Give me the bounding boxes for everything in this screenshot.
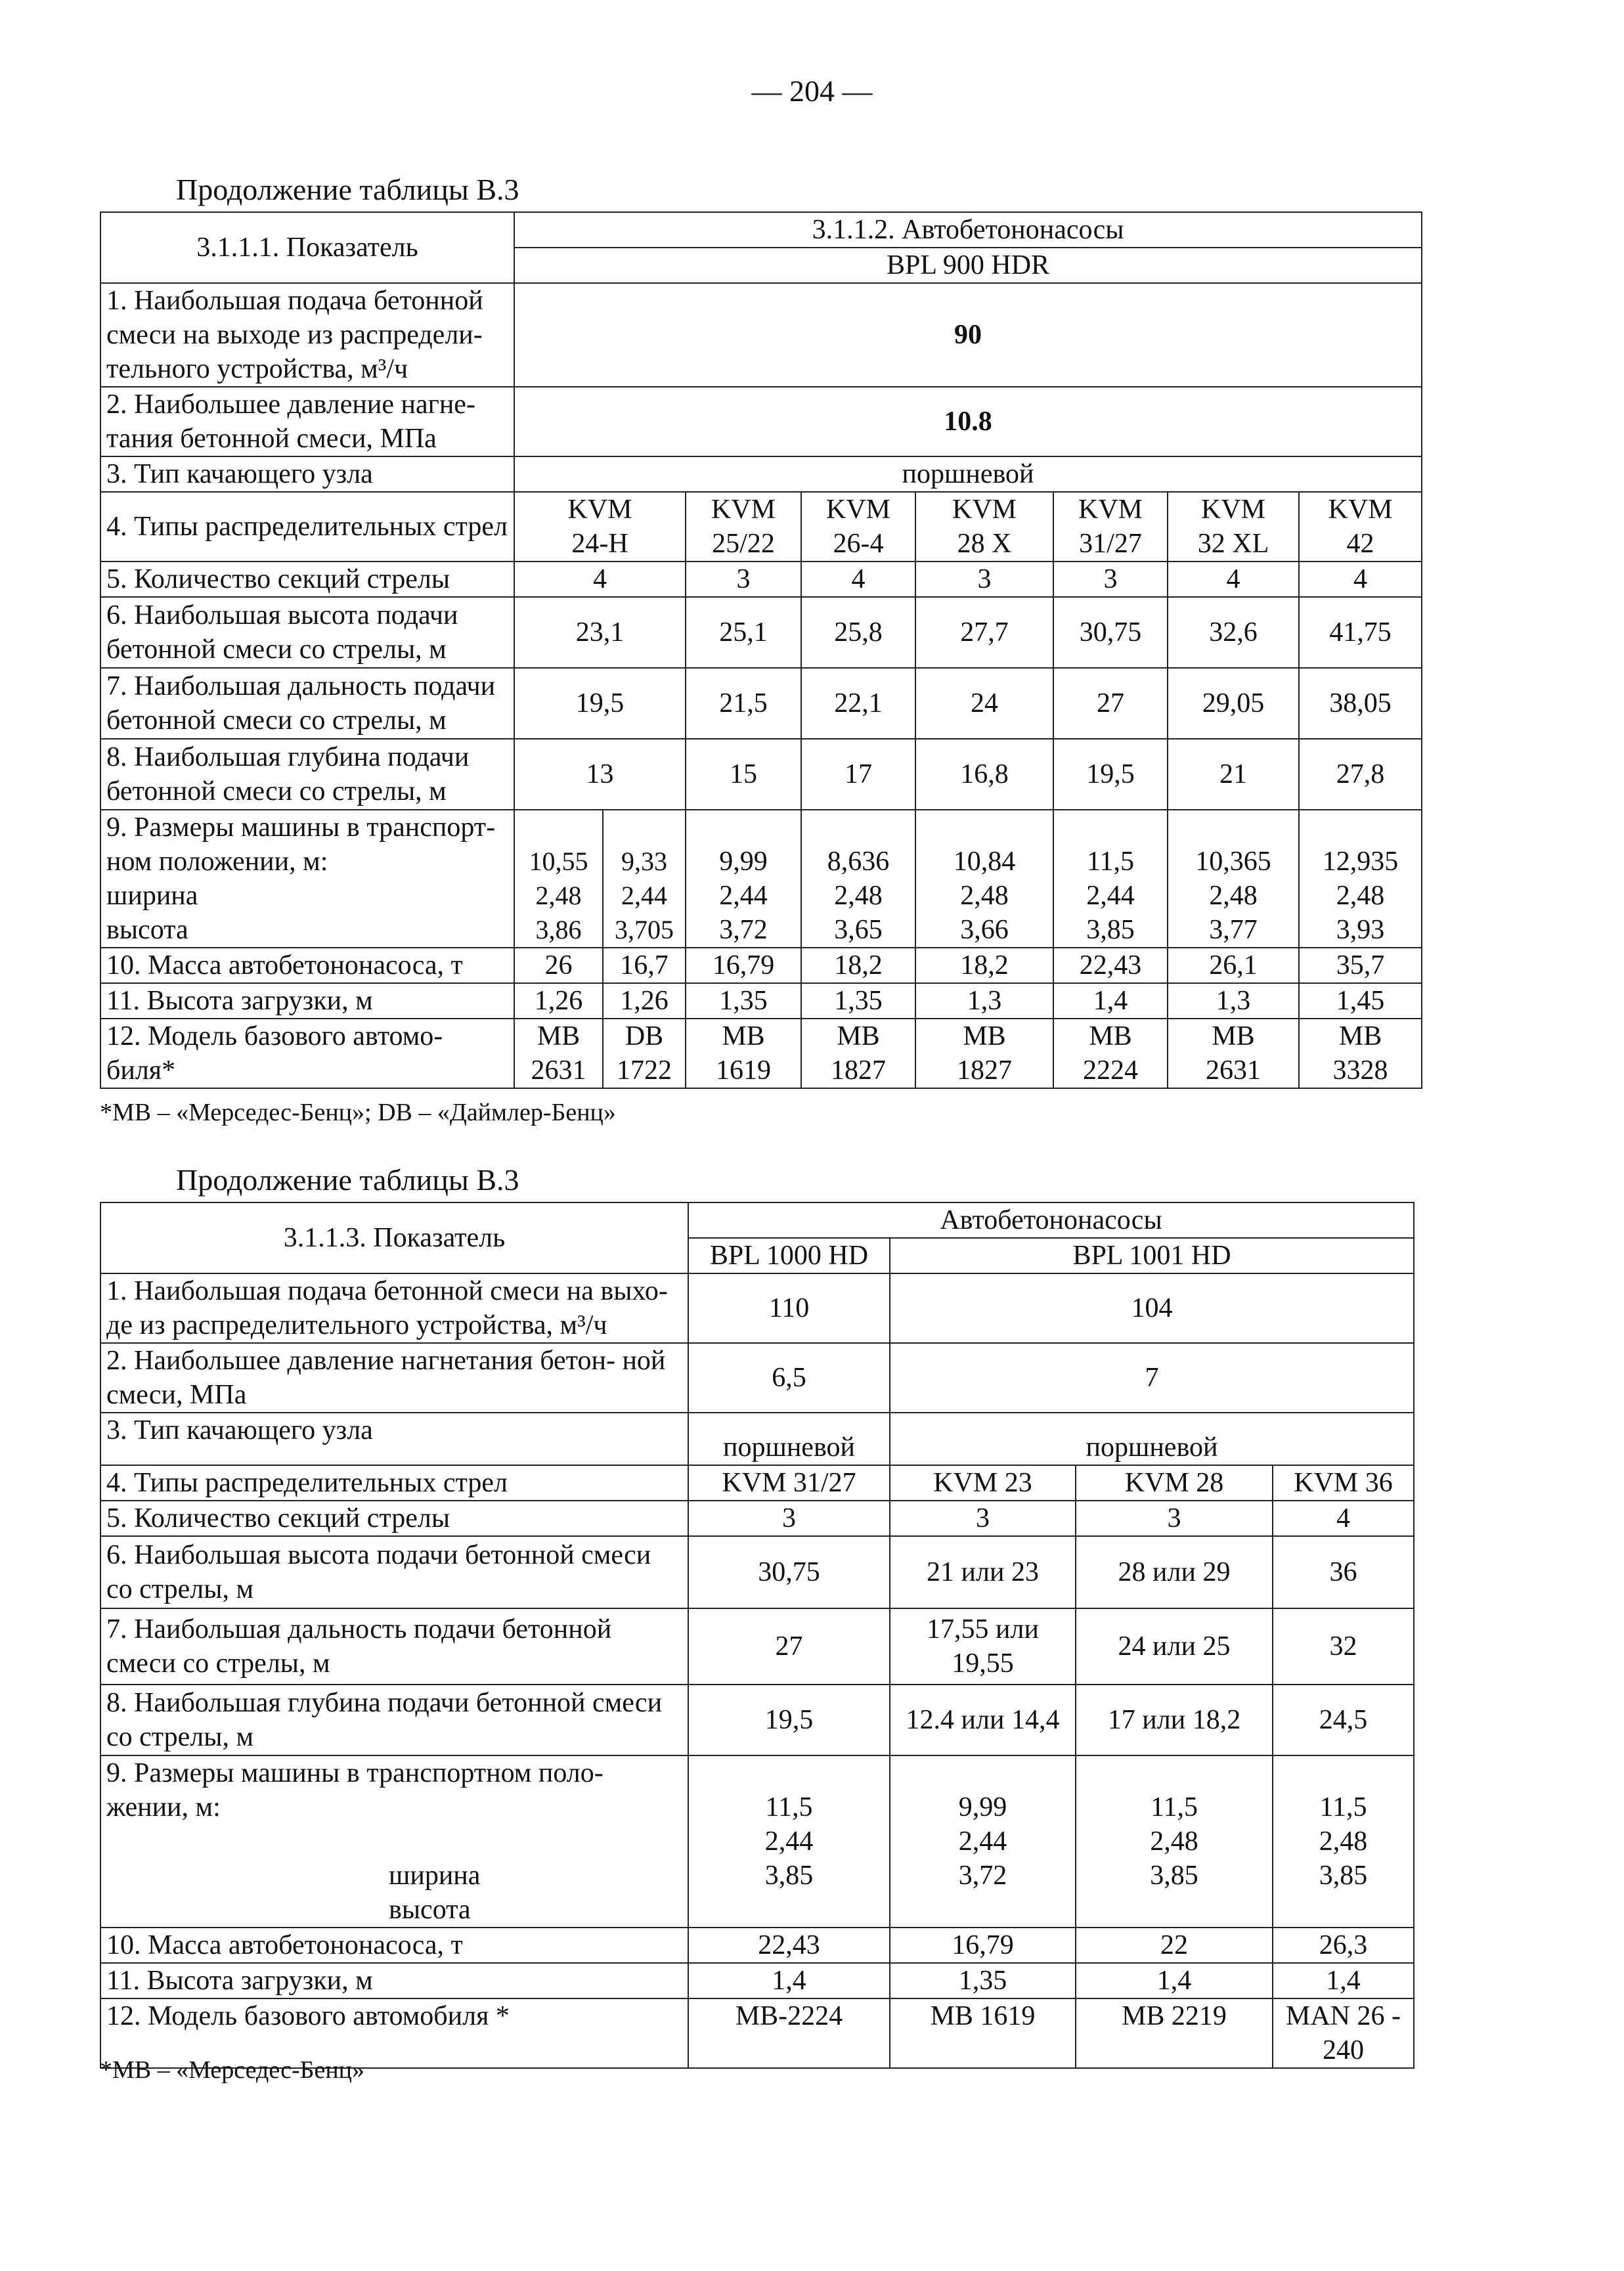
table1-dims-cell: 10,84 2,48 3,66 bbox=[915, 810, 1053, 948]
table2-header-group: Автобетононасосы bbox=[688, 1202, 1414, 1238]
table2-cell: 28 или 29 bbox=[1076, 1536, 1273, 1608]
table1-cell: 25,8 bbox=[801, 597, 915, 668]
page-number: — 204 — bbox=[751, 74, 873, 108]
table2-header-indicator: 3.1.1.3. Показатель bbox=[100, 1202, 688, 1273]
table2-cell: 3 bbox=[890, 1501, 1076, 1536]
table2-header-model-b: BPL 1001 HD bbox=[890, 1238, 1414, 1273]
table1-boom-cell: KVM 32 XL bbox=[1168, 492, 1299, 562]
table2-cell: 24 или 25 bbox=[1076, 1608, 1273, 1685]
table1-cell: 4 bbox=[1299, 562, 1422, 597]
table1-cell: 1,26 bbox=[514, 983, 603, 1019]
table2-row1-label: 1. Наибольшая подача бетонной смеси на выхо- де из распределительного устройства, м³/ч bbox=[100, 1273, 688, 1343]
table2-row4-label: 4. Типы распределительных стрел bbox=[100, 1465, 688, 1501]
table2-cell: 27 bbox=[688, 1608, 890, 1685]
table1-boom-cell: KVM 26-4 bbox=[801, 492, 915, 562]
table1-cell: 4 bbox=[801, 562, 915, 597]
table1-dims-cell: 10,55 2,48 3,86 bbox=[514, 810, 603, 948]
table2-cell: 30,75 bbox=[688, 1536, 890, 1608]
table1-dims-cell: 12,935 2,48 3,93 bbox=[1299, 810, 1422, 948]
table1-cell: 13 bbox=[514, 739, 686, 810]
table2-cell: MB-2224 bbox=[688, 1998, 890, 2068]
table2-cell: MAN 26 - 240 bbox=[1273, 1998, 1414, 2068]
table1-row9-label: 9. Размеры машины в транспорт- ном положении, м: ширина высота bbox=[100, 810, 514, 948]
table1-cell: 35,7 bbox=[1299, 948, 1422, 983]
table1-cell: 18,2 bbox=[915, 948, 1053, 983]
table1-cell: 22,43 bbox=[1053, 948, 1168, 983]
table1-cell: 21,5 bbox=[686, 668, 801, 739]
table2-cell: 16,79 bbox=[890, 1928, 1076, 1963]
table1-footnote: *MB – «Мерседес-Бенц»; DB – «Даймлер-Бенц» bbox=[100, 1099, 616, 1126]
table2-cell: KVM 23 bbox=[890, 1465, 1076, 1501]
table1-cell: 30,75 bbox=[1053, 597, 1168, 668]
table1-row2-value: 10.8 bbox=[514, 387, 1422, 456]
table1-boom-cell: KVM 31/27 bbox=[1053, 492, 1168, 562]
table1-row8-label: 8. Наибольшая глубина подачи бетонной смеси со стрелы, м bbox=[100, 739, 514, 810]
table2-cell: 24,5 bbox=[1273, 1685, 1414, 1755]
table2-row3-label: 3. Тип качающего узла bbox=[100, 1413, 688, 1465]
table1-base-cell: DB 1722 bbox=[603, 1019, 686, 1088]
table1-dims-cell: 9,33 2,44 3,705 bbox=[603, 810, 686, 948]
table2-cell: 21 или 23 bbox=[890, 1536, 1076, 1608]
table2 bbox=[100, 1202, 1415, 2069]
table1-cell: 38,05 bbox=[1299, 668, 1422, 739]
table1-cell: 1,45 bbox=[1299, 983, 1422, 1019]
table2-cell: MB 2219 bbox=[1076, 1998, 1273, 2068]
table1-base-cell: MB 2224 bbox=[1053, 1019, 1168, 1088]
table2-footnote: *MB – «Мерседес-Бенц» bbox=[100, 2056, 365, 2084]
table1-cell: 21 bbox=[1168, 739, 1299, 810]
table1-dims-cell: 11,5 2,44 3,85 bbox=[1053, 810, 1168, 948]
table2-cell: 1,4 bbox=[1076, 1963, 1273, 1998]
table2-row7-label: 7. Наибольшая дальность подачи бетонной смеси со стрелы, м bbox=[100, 1608, 688, 1685]
table2-row9-label: 9. Размеры машины в транспортном поло- жении, м: ширина высота bbox=[100, 1755, 688, 1928]
table2-cell: 1,35 bbox=[890, 1963, 1076, 1998]
table1-boom-cell: KVM 28 X bbox=[915, 492, 1053, 562]
table1-row5-label: 5. Количество секций стрелы bbox=[100, 562, 514, 597]
table1-cell: 25,1 bbox=[686, 597, 801, 668]
table1-cell: 19,5 bbox=[1053, 739, 1168, 810]
table1-cell: 32,6 bbox=[1168, 597, 1299, 668]
table1-boom-cell: KVM 25/22 bbox=[686, 492, 801, 562]
table2-cell: 19,5 bbox=[688, 1685, 890, 1755]
table1-row6-label: 6. Наибольшая высота подачи бетонной смеси со стрелы, м bbox=[100, 597, 514, 668]
table2-cell: 17 или 18,2 bbox=[1076, 1685, 1273, 1755]
table1-cell: 27,7 bbox=[915, 597, 1053, 668]
table2-cell: 1,4 bbox=[1273, 1963, 1414, 1998]
table1-row12-label: 12. Модель базового автомо- биля* bbox=[100, 1019, 514, 1088]
table2-cell: 4 bbox=[1273, 1501, 1414, 1536]
table2-cell: 104 bbox=[890, 1273, 1414, 1343]
table1-row2-label: 2. Наибольшее давление нагне- тания бетонной смеси, МПа bbox=[100, 387, 514, 456]
table1-row4-label: 4. Типы распределительных стрел bbox=[100, 492, 514, 562]
table1-cell: 18,2 bbox=[801, 948, 915, 983]
table1-cell: 26,1 bbox=[1168, 948, 1299, 983]
table1-row11-label: 11. Высота загрузки, м bbox=[100, 983, 514, 1019]
table1-row3-value: поршневой bbox=[514, 456, 1422, 492]
table1-cell: 19,5 bbox=[514, 668, 686, 739]
table1-base-cell: MB 1827 bbox=[801, 1019, 915, 1088]
table1-base-cell: MB 2631 bbox=[1168, 1019, 1299, 1088]
table1-cell: 3 bbox=[915, 562, 1053, 597]
table2-cell: MB 1619 bbox=[890, 1998, 1076, 2068]
table1-cell: 24 bbox=[915, 668, 1053, 739]
table1-cell: 41,75 bbox=[1299, 597, 1422, 668]
table1-row1-value: 90 bbox=[514, 283, 1422, 387]
table2-cell: 22,43 bbox=[688, 1928, 890, 1963]
table1-row7-label: 7. Наибольшая дальность подачи бетонной смеси со стрелы, м bbox=[100, 668, 514, 739]
table2-cell: 110 bbox=[688, 1273, 890, 1343]
table2-row12-label: 12. Модель базового автомобиля * bbox=[100, 1998, 688, 2068]
table2-row10-label: 10. Масса автобетононасоса, т bbox=[100, 1928, 688, 1963]
table2-dims-cell: 11,5 2,48 3,85 bbox=[1076, 1755, 1273, 1928]
table2-cell: 3 bbox=[688, 1501, 890, 1536]
table1 bbox=[100, 211, 1422, 1089]
table1-cell: 1,35 bbox=[801, 983, 915, 1019]
table2-cell: KVM 36 bbox=[1273, 1465, 1414, 1501]
table1-dims-cell: 10,365 2,48 3,77 bbox=[1168, 810, 1299, 948]
table1-cell: 1,4 bbox=[1053, 983, 1168, 1019]
table1-cell: 15 bbox=[686, 739, 801, 810]
table1-cell: 23,1 bbox=[514, 597, 686, 668]
table1-boom-cell: KVM 24-H bbox=[514, 492, 686, 562]
table2-dims-cell: 11,5 2,44 3,85 bbox=[688, 1755, 890, 1928]
table2-cell: 26,3 bbox=[1273, 1928, 1414, 1963]
table1-cell: 3 bbox=[1053, 562, 1168, 597]
table2-row8-label: 8. Наибольшая глубина подачи бетонной смеси со стрелы, м bbox=[100, 1685, 688, 1755]
table2-cell: 36 bbox=[1273, 1536, 1414, 1608]
table1-boom-cell: KVM 42 bbox=[1299, 492, 1422, 562]
table1-header-model: BPL 900 HDR bbox=[514, 248, 1422, 283]
table2-cell: 12.4 или 14,4 bbox=[890, 1685, 1076, 1755]
table2-row11-label: 11. Высота загрузки, м bbox=[100, 1963, 688, 1998]
table1-row3-label: 3. Тип качающего узла bbox=[100, 456, 514, 492]
table1-row10-label: 10. Масса автобетононасоса, т bbox=[100, 948, 514, 983]
table2-cell: 17,55 или 19,55 bbox=[890, 1608, 1076, 1685]
table2-header-model-a: BPL 1000 HD bbox=[688, 1238, 890, 1273]
table2-cell: поршневой bbox=[688, 1413, 890, 1465]
table2-caption: Продолжение таблицы В.3 bbox=[176, 1163, 519, 1197]
table2-cell: 7 bbox=[890, 1343, 1414, 1413]
table1-base-cell: MB 1827 bbox=[915, 1019, 1053, 1088]
table2-cell: 3 bbox=[1076, 1501, 1273, 1536]
table1-cell: 29,05 bbox=[1168, 668, 1299, 739]
table2-cell: 1,4 bbox=[688, 1963, 890, 1998]
table1-dims-cell: 8,636 2,48 3,65 bbox=[801, 810, 915, 948]
table1-cell: 17 bbox=[801, 739, 915, 810]
table1-header-group: 3.1.1.2. Автобетононасосы bbox=[514, 212, 1422, 248]
table1-cell: 3 bbox=[686, 562, 801, 597]
table1-cell: 1,26 bbox=[603, 983, 686, 1019]
table1-base-cell: MB 1619 bbox=[686, 1019, 801, 1088]
table1-cell: 27,8 bbox=[1299, 739, 1422, 810]
table1-header-indicator: 3.1.1.1. Показатель bbox=[100, 212, 514, 283]
table1-cell: 16,8 bbox=[915, 739, 1053, 810]
table2-cell: 22 bbox=[1076, 1928, 1273, 1963]
table2-cell: KVM 28 bbox=[1076, 1465, 1273, 1501]
table2-row6-label: 6. Наибольшая высота подачи бетонной смеси со стрелы, м bbox=[100, 1536, 688, 1608]
table2-cell: 6,5 bbox=[688, 1343, 890, 1413]
table2-dims-cell: 9,99 2,44 3,72 bbox=[890, 1755, 1076, 1928]
table1-caption: Продолжение таблицы В.3 bbox=[176, 173, 519, 206]
table1-cell: 22,1 bbox=[801, 668, 915, 739]
table2-dims-cell: 11,5 2,48 3,85 bbox=[1273, 1755, 1414, 1928]
table1-cell: 27 bbox=[1053, 668, 1168, 739]
table2-cell: поршневой bbox=[890, 1413, 1414, 1465]
table1-cell: 26 bbox=[514, 948, 603, 983]
table1-base-cell: MB 3328 bbox=[1299, 1019, 1422, 1088]
table1-cell: 1,35 bbox=[686, 983, 801, 1019]
table1-cell: 1,3 bbox=[915, 983, 1053, 1019]
table2-row2-label: 2. Наибольшее давление нагнетания бетон- ной смеси, МПа bbox=[100, 1343, 688, 1413]
table1-cell: 16,7 bbox=[603, 948, 686, 983]
table1-row1-label: 1. Наибольшая подача бетонной смеси на выходе из распредели- тельного устройства, м³/ч bbox=[100, 283, 514, 387]
table2-row5-label: 5. Количество секций стрелы bbox=[100, 1501, 688, 1536]
table1-cell: 4 bbox=[514, 562, 686, 597]
table1-cell: 16,79 bbox=[686, 948, 801, 983]
table2-cell: KVM 31/27 bbox=[688, 1465, 890, 1501]
table1-dims-cell: 9,99 2,44 3,72 bbox=[686, 810, 801, 948]
table1-cell: 1,3 bbox=[1168, 983, 1299, 1019]
table1-base-cell: MB 2631 bbox=[514, 1019, 603, 1088]
table1-cell: 4 bbox=[1168, 562, 1299, 597]
table2-cell: 32 bbox=[1273, 1608, 1414, 1685]
